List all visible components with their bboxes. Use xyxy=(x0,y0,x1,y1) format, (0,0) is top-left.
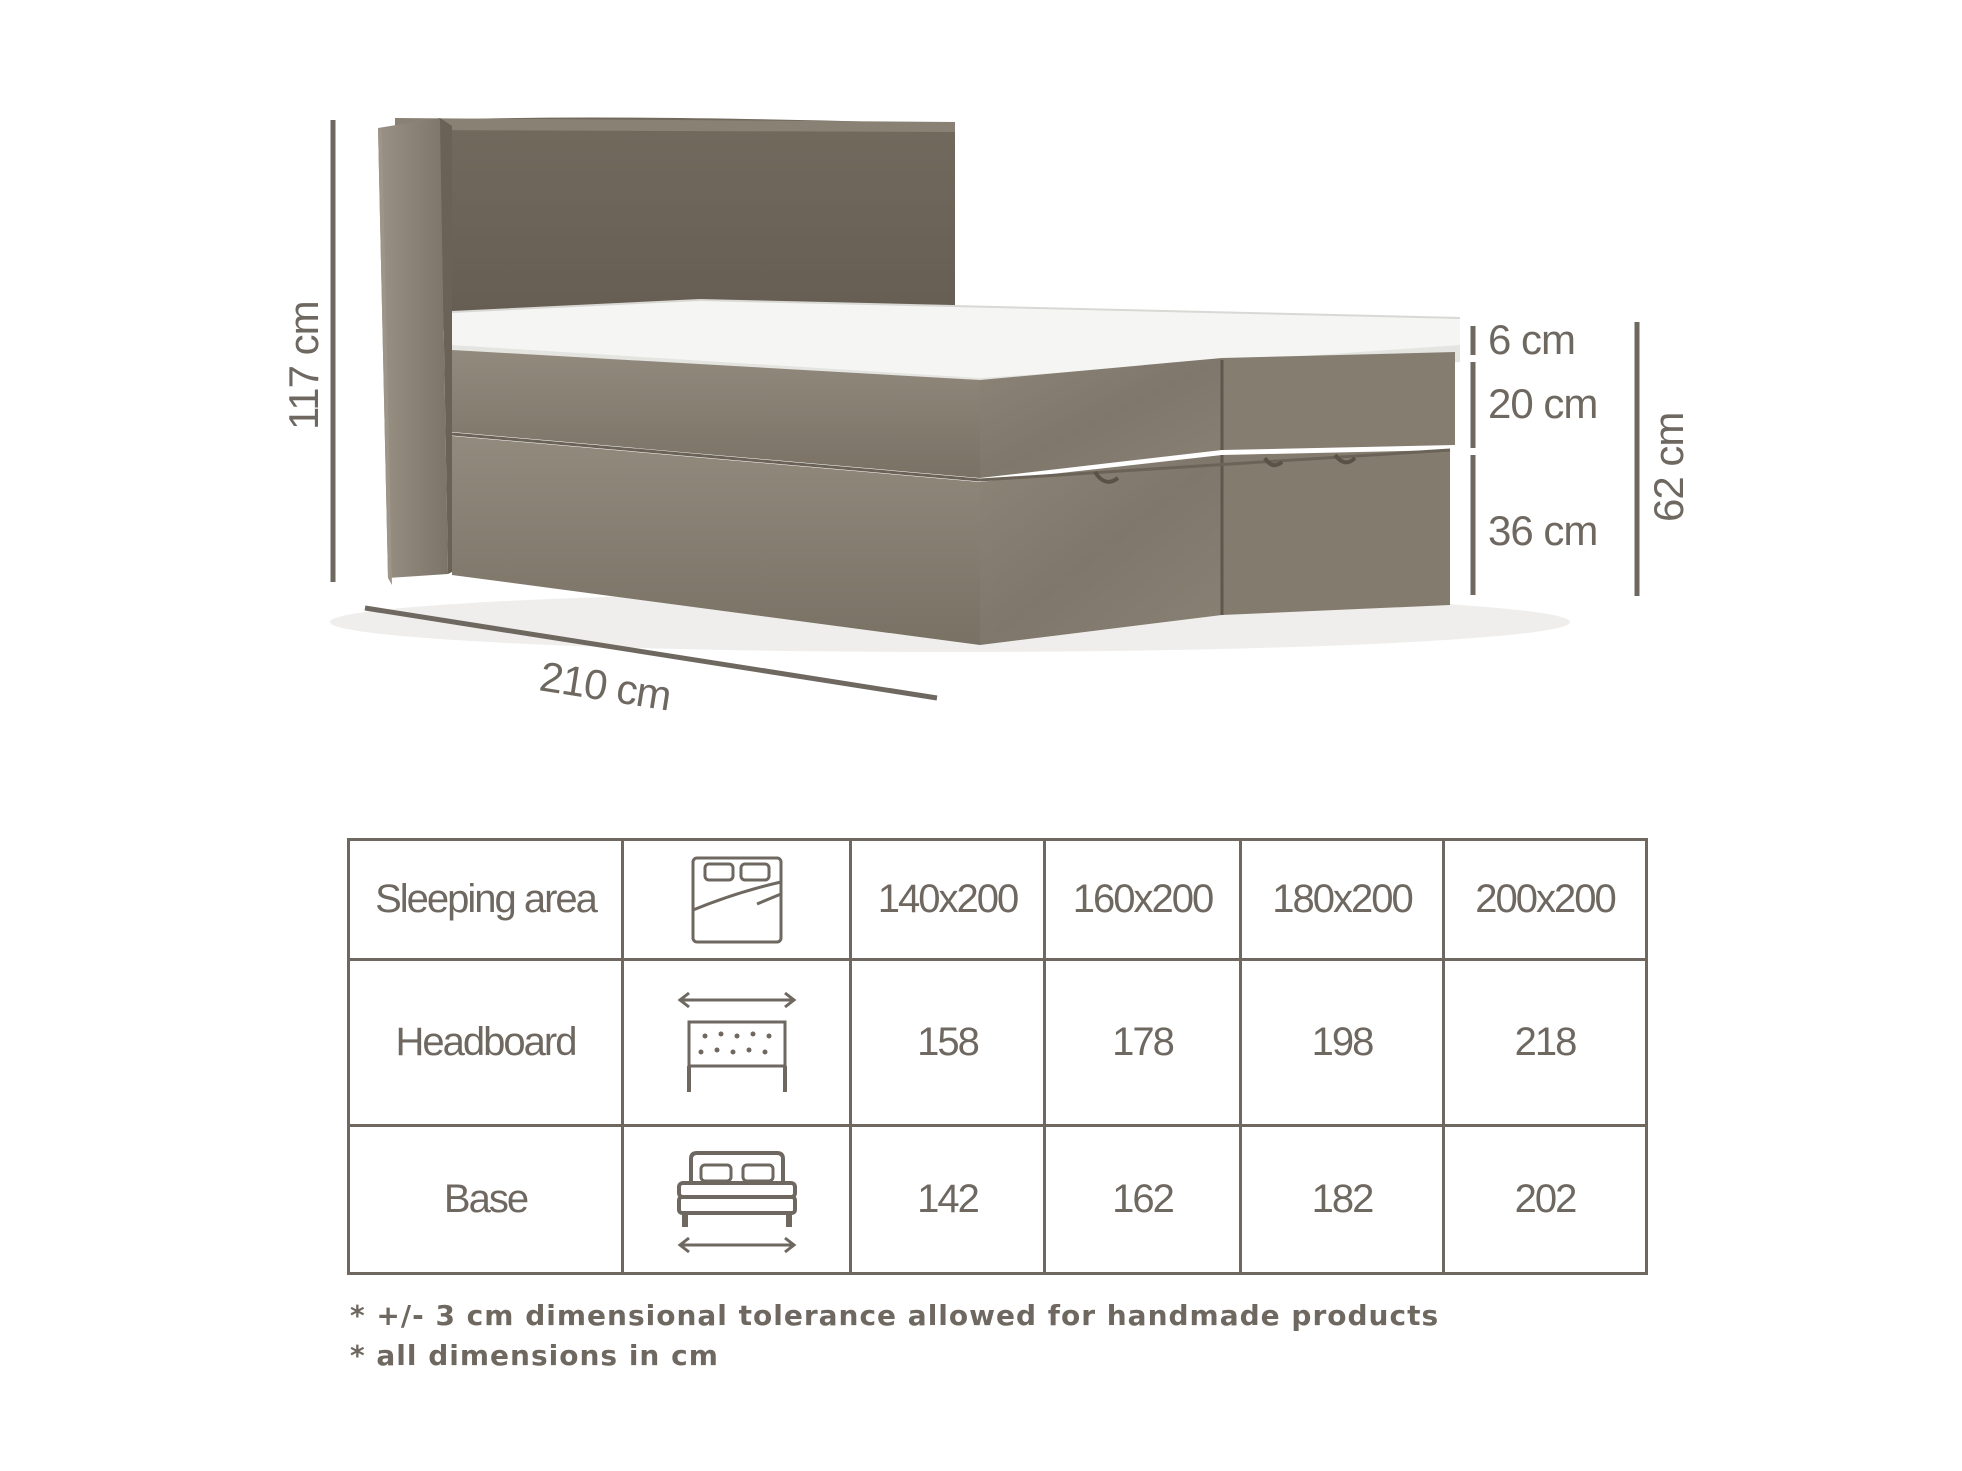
height-total-dimension xyxy=(280,120,333,582)
units-note: * all dimensions in cm xyxy=(350,1339,719,1372)
size-table xyxy=(347,838,1648,1275)
bed-base-width-icon xyxy=(673,1141,801,1259)
table-row xyxy=(349,960,1647,1126)
bed-height-label: 62 cm xyxy=(1645,412,1692,522)
table-row xyxy=(349,840,1647,960)
headboard-width-icon xyxy=(675,988,799,1098)
table-cell: 162 xyxy=(1045,1126,1241,1274)
table-cell: 142 xyxy=(851,1126,1045,1274)
base-height-label: 36 cm xyxy=(1488,507,1598,554)
footnotes xyxy=(350,1296,1439,1376)
table-cell: 202 xyxy=(1444,1126,1647,1274)
table-cell: 218 xyxy=(1444,960,1647,1126)
bed-height-dimension xyxy=(1637,322,1692,596)
table-cell: 200x200 xyxy=(1444,840,1647,960)
component-height-dimensions xyxy=(1473,316,1597,595)
table-cell: 178 xyxy=(1045,960,1241,1126)
height-total-label: 117 cm xyxy=(280,301,327,430)
sleeping-area-icon xyxy=(687,852,787,948)
table-cell: 180x200 xyxy=(1241,840,1444,960)
topper-height-label: 6 cm xyxy=(1488,316,1576,363)
table-cell: 160x200 xyxy=(1045,840,1241,960)
tolerance-note: * +/- 3 cm dimensional tolerance allowed for handmade products xyxy=(350,1299,1440,1332)
row-label-headboard: Headboard xyxy=(349,960,623,1126)
mattress-height-label: 20 cm xyxy=(1488,380,1598,427)
length-label: 210 cm xyxy=(536,652,675,720)
table-row xyxy=(349,1126,1647,1274)
table-cell: 158 xyxy=(851,960,1045,1126)
table-cell: 182 xyxy=(1241,1126,1444,1274)
table-cell: 140x200 xyxy=(851,840,1045,960)
row-label-sleeping-area: Sleeping area xyxy=(349,840,623,960)
row-label-base: Base xyxy=(349,1126,623,1274)
table-cell: 198 xyxy=(1241,960,1444,1126)
